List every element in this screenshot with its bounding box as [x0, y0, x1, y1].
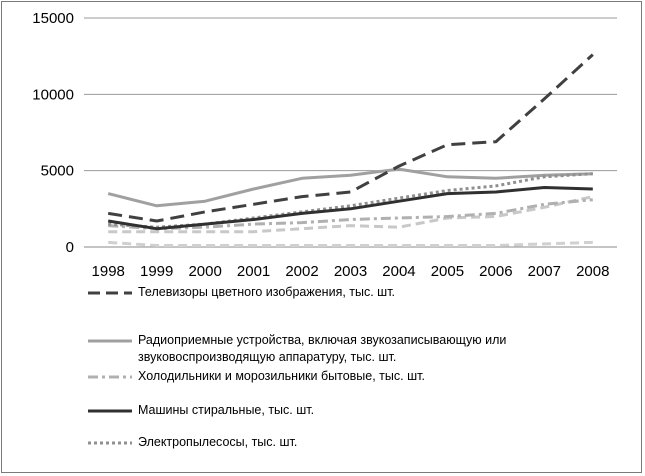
- legend-label: Телевизоры цветного изображения, тыс. шт.: [138, 285, 396, 299]
- series-line-0: [108, 55, 593, 221]
- x-tick-label: 2003: [333, 263, 368, 280]
- series-line-3: [108, 188, 593, 229]
- x-tick-label: 2002: [285, 263, 319, 280]
- x-tick-label: 2000: [188, 263, 222, 280]
- legend-label: Машины стиральные, тыс. шт.: [138, 403, 315, 417]
- x-tick-label: 2006: [479, 263, 513, 280]
- series-line-1: [108, 169, 593, 206]
- y-tick-label: 10000: [32, 86, 74, 104]
- x-tick-label: 2001: [236, 263, 271, 280]
- y-tick-label: 5000: [40, 162, 74, 180]
- legend-label: Электропылесосы, тыс. шт.: [138, 435, 298, 449]
- y-tick-label: 0: [65, 239, 74, 256]
- x-tick-label: 2007: [527, 263, 562, 280]
- x-tick-label: 1999: [139, 263, 174, 280]
- x-tick-label: 2005: [430, 263, 465, 280]
- x-tick-label: 1998: [91, 263, 125, 280]
- legend-label: Холодильники и морозильники бытовые, тыс. шт.: [138, 369, 425, 383]
- x-tick-label: 2004: [382, 263, 416, 280]
- x-tick-label: 2008: [576, 263, 610, 280]
- series-line-6: [108, 242, 593, 245]
- series-line-4: [108, 174, 593, 228]
- legend-label: Радиоприемные устройства, включая звукозаписывающую или звуковоспроизводящую аппаратуру, тыс. шт.: [138, 333, 507, 364]
- y-tick-label: 15000: [32, 10, 74, 27]
